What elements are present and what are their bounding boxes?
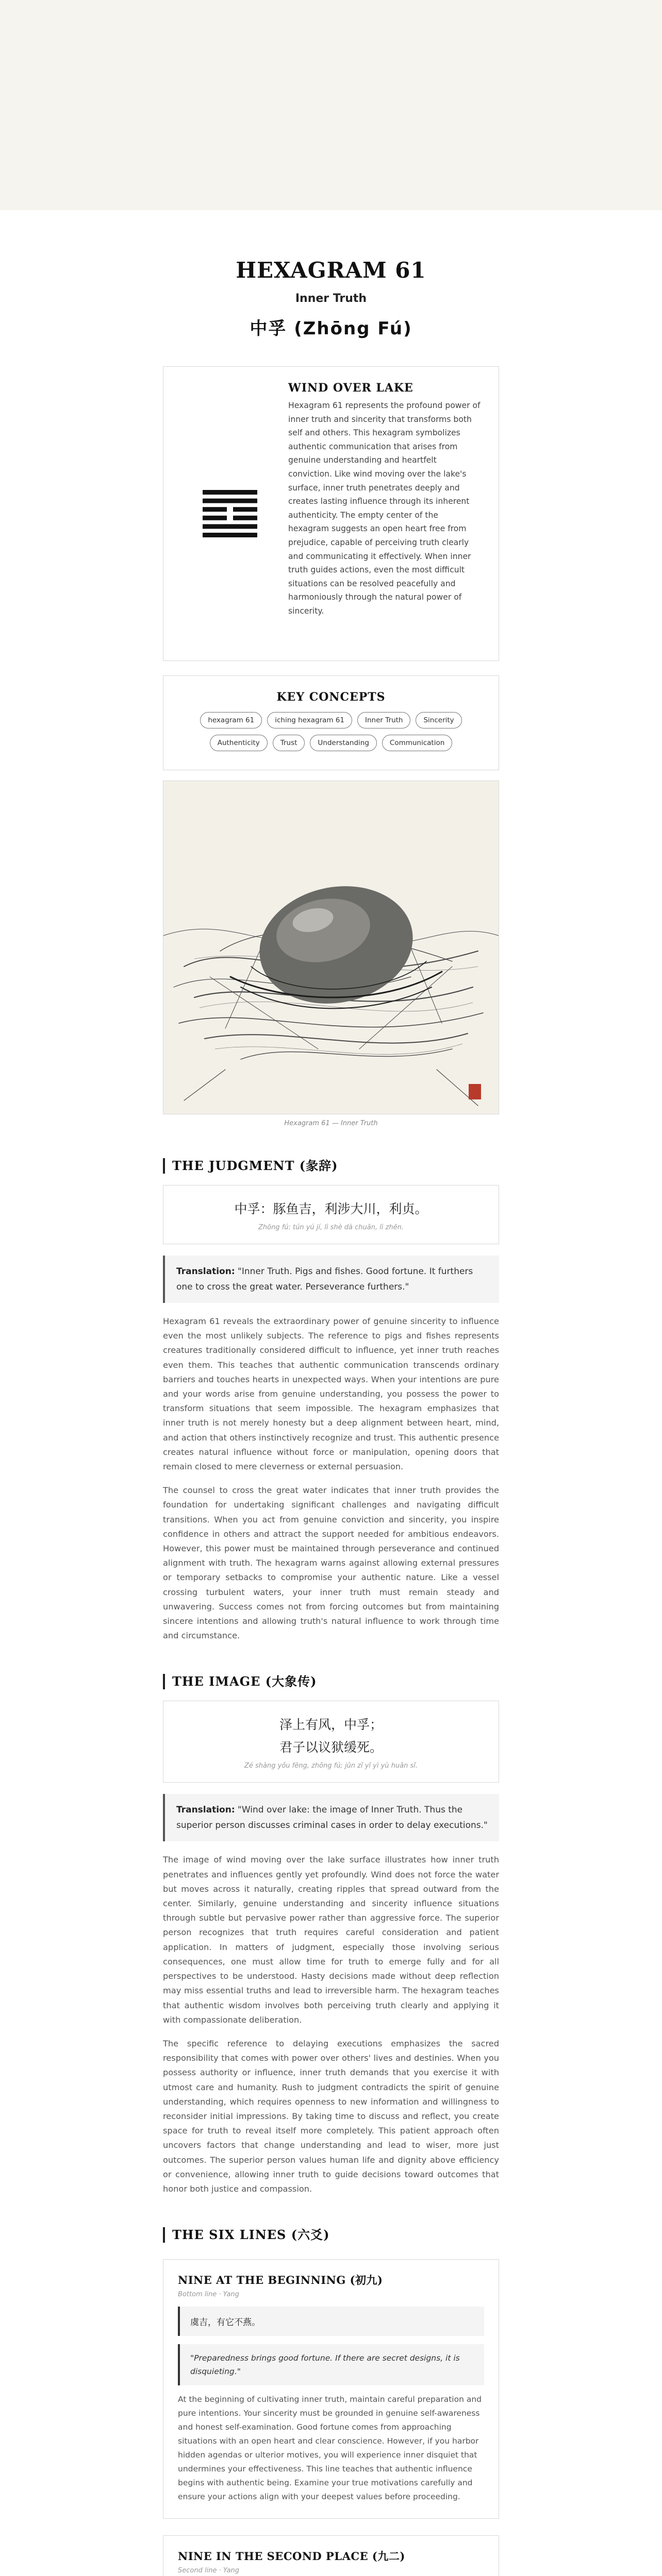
translation-text: "Wind over lake: the image of Inner Truth. Thus the superior person discusses criminal cases in order to delay executions." (176, 1805, 488, 1831)
six-lines-heading: THE SIX LINES (六爻) (163, 2227, 499, 2243)
overview-heading: WIND OVER LAKE (288, 381, 413, 395)
key-concepts-card (163, 675, 499, 770)
hexagram-61-icon (181, 381, 279, 646)
image-commentary (163, 1853, 499, 2196)
key-concepts-heading: KEY CONCEPTS (276, 690, 386, 704)
concept-tag[interactable]: Sincerity (416, 712, 461, 728)
image-heading: THE IMAGE (大象传) (163, 1674, 499, 1689)
top-band (0, 0, 662, 210)
overview-description: Hexagram 61 represents the profound power of inner truth and sincerity that transforms both self and others. This hexagram symbolizes authentic communication that arises from genuine understanding and heartfelt conviction. Like wind moving over the lake's surface, inner truth penetrates deeply and creates lasting influence through its inherent authenticity. The empty center of the hexagram suggests an open heart free from prejudice, capable of perceiving truth clearly and communicating it effectively. When inner truth guides actions, even the most difficult situations can be resolved peacefully and harmoniously through the natural power of sincerity. (288, 401, 481, 616)
image-quote (163, 1701, 499, 1783)
judgment-chinese: 中孚：豚鱼吉，利涉大川，利贞。 (234, 1201, 428, 1216)
main-content (163, 258, 499, 2576)
line-title: NINE AT THE BEGINNING (初九) (178, 2274, 383, 2287)
judgment-heading: THE JUDGMENT (彖辞) (163, 1158, 499, 1174)
concept-tag[interactable]: Communication (382, 735, 452, 751)
concept-tag[interactable]: hexagram 61 (200, 712, 262, 728)
image-translation (163, 1794, 499, 1841)
nest-egg-illustration (163, 781, 499, 1114)
line-position: Second line · Yang (178, 2567, 240, 2575)
judgment-translation (163, 1256, 499, 1303)
image-chinese-line-1: 泽上有风，中孚； (279, 1717, 383, 1733)
chinese-title: 中孚 (Zhōng Fú) (250, 318, 412, 339)
concept-tag[interactable]: Understanding (310, 735, 376, 751)
line-card-2 (163, 2535, 499, 2576)
illustration-caption: Hexagram 61 — Inner Truth (284, 1120, 378, 1127)
page-subtitle: Inner Truth (295, 292, 367, 305)
image-pinyin: Zé shàng yǒu fēng, zhōng fú; jūn zǐ yǐ yì yù huǎn sǐ. (244, 1762, 418, 1770)
line-card-1 (163, 2259, 499, 2519)
translation-text: "Inner Truth. Pigs and fishes. Good fortune. It furthers one to cross the great water. Perseverance furthers." (176, 1266, 473, 1292)
ink-illustration (163, 781, 499, 1114)
overview-text (279, 381, 481, 646)
line-text: At the beginning of cultivating inner truth, maintain careful preparation and pure intentions. Your sincerity must be grounded in genuine self-awareness and honest self-examination. Good fortune comes from approaching situations with an open heart and clear conscience. However, if you harbor hidden agendas or ulterior motives, you will experience inner disquiet that undermines your effectiveness. This line teaches that authentic influence begins with authentic being. Examine your true motivations carefully and ensure your actions align with your deepest values before proceeding. (178, 2395, 482, 2502)
image-chinese-line-2: 君子以议狱缓死。 (279, 1740, 383, 1755)
concept-tag[interactable]: iching hexagram 61 (267, 712, 352, 728)
judgment-quote (163, 1185, 499, 1244)
line-position: Bottom line · Yang (178, 2291, 239, 2299)
line-quote: "Preparedness brings good fortune. If there are secret designs, it is disquieting." (178, 2344, 484, 2385)
judgment-pinyin: Zhōng fú: tún yú jí, lì shè dà chuān, lì zhēn. (258, 1224, 404, 1231)
commentary-paragraph: The counsel to cross the great water indicates that inner truth provides the foundation for undertaking significant challenges and navigating difficult transitions. When you act from genuine conviction and sincerity, you inspire confidence in others and attract the support needed for ambitious endeavors. However, this power must be maintained through perseverance and continued alignment with truth. The hexagram warns against allowing external pressures or temporary setbacks to compromise your authentic nature. Like a vessel crossing turbulent waters, your inner truth must remain steady and unwavering. Success comes not from forcing outcomes but from maintaining sincere intentions and allowing truth's natural influence to work through time and circumstance. (163, 1485, 499, 1641)
concept-tag[interactable]: Inner Truth (357, 712, 410, 728)
translation-label: Translation: (176, 1805, 235, 1816)
concept-tag-list (163, 712, 499, 751)
page-title: HEXAGRAM 61 (236, 258, 426, 283)
concept-tag[interactable]: Trust (273, 735, 305, 751)
line-title: NINE IN THE SECOND PLACE (九二) (178, 2550, 405, 2563)
judgment-commentary (163, 1314, 499, 1643)
overview-card (163, 366, 499, 661)
seal-stamp-icon (469, 1084, 481, 1099)
concept-tag[interactable]: Authenticity (210, 735, 268, 751)
translation-label: Translation: (176, 1266, 235, 1277)
commentary-paragraph: The specific reference to delaying executions emphasizes the sacred responsibility that comes with power over others' lives and destinies. When you possess authority or influence, inner truth demands that you exercise it with utmost care and humanity. Rush to judgment contradicts the spirit of genuine understanding, which requires openness to new information and willingness to reconsider initial impressions. By taking time to discuss and reflect, you create space for truth to reveal itself more completely. This patient approach often uncovers factors that change understanding and lead to wiser, more just outcomes. The superior person values human life and dignity above efficiency or convenience, allowing inner truth to guide decisions toward outcomes that honor both justice and compassion. (163, 2038, 499, 2194)
line-chinese: 虞吉，有它不燕。 (178, 2307, 484, 2336)
commentary-paragraph: The image of wind moving over the lake surface illustrates how inner truth penetrates and influences gently yet profoundly. Wind does not force the water but moves across it naturally, creating ripples that spread outward from the center. Similarly, genuine understanding and sincerity influence situations through subtle but pervasive power rather than aggressive force. The superior person recognizes that truth requires careful consideration and patient application. In matters of judgment, especially those involving serious consequences, one must allow time for truth to emerge fully and for all perspectives to be understood. Hasty decisions made without deep reflection may miss essential truths and lead to irreversible harm. The hexagram teaches that authentic wisdom involves both perceiving truth clearly and applying it with compassionate deliberation. (163, 1855, 499, 2025)
commentary-paragraph: Hexagram 61 reveals the extraordinary power of genuine sincerity to influence even the most unlikely subjects. The reference to pigs and fishes represents creatures traditionally considered difficult to influence, yet inner truth reaches even them. This teaches that authentic communication transcends ordinary barriers and touches hearts in unexpected ways. When your intentions are pure and your words arise from genuine understanding, you possess the power to transform situations that seem impossible. The hexagram emphasizes that inner truth is not merely honesty but a deep alignment between heart, mind, and action that others instinctively recognize and trust. This authentic presence creates natural influence without force or manipulation, opening doors that remain closed to mere cleverness or external persuasion. (163, 1316, 499, 1472)
